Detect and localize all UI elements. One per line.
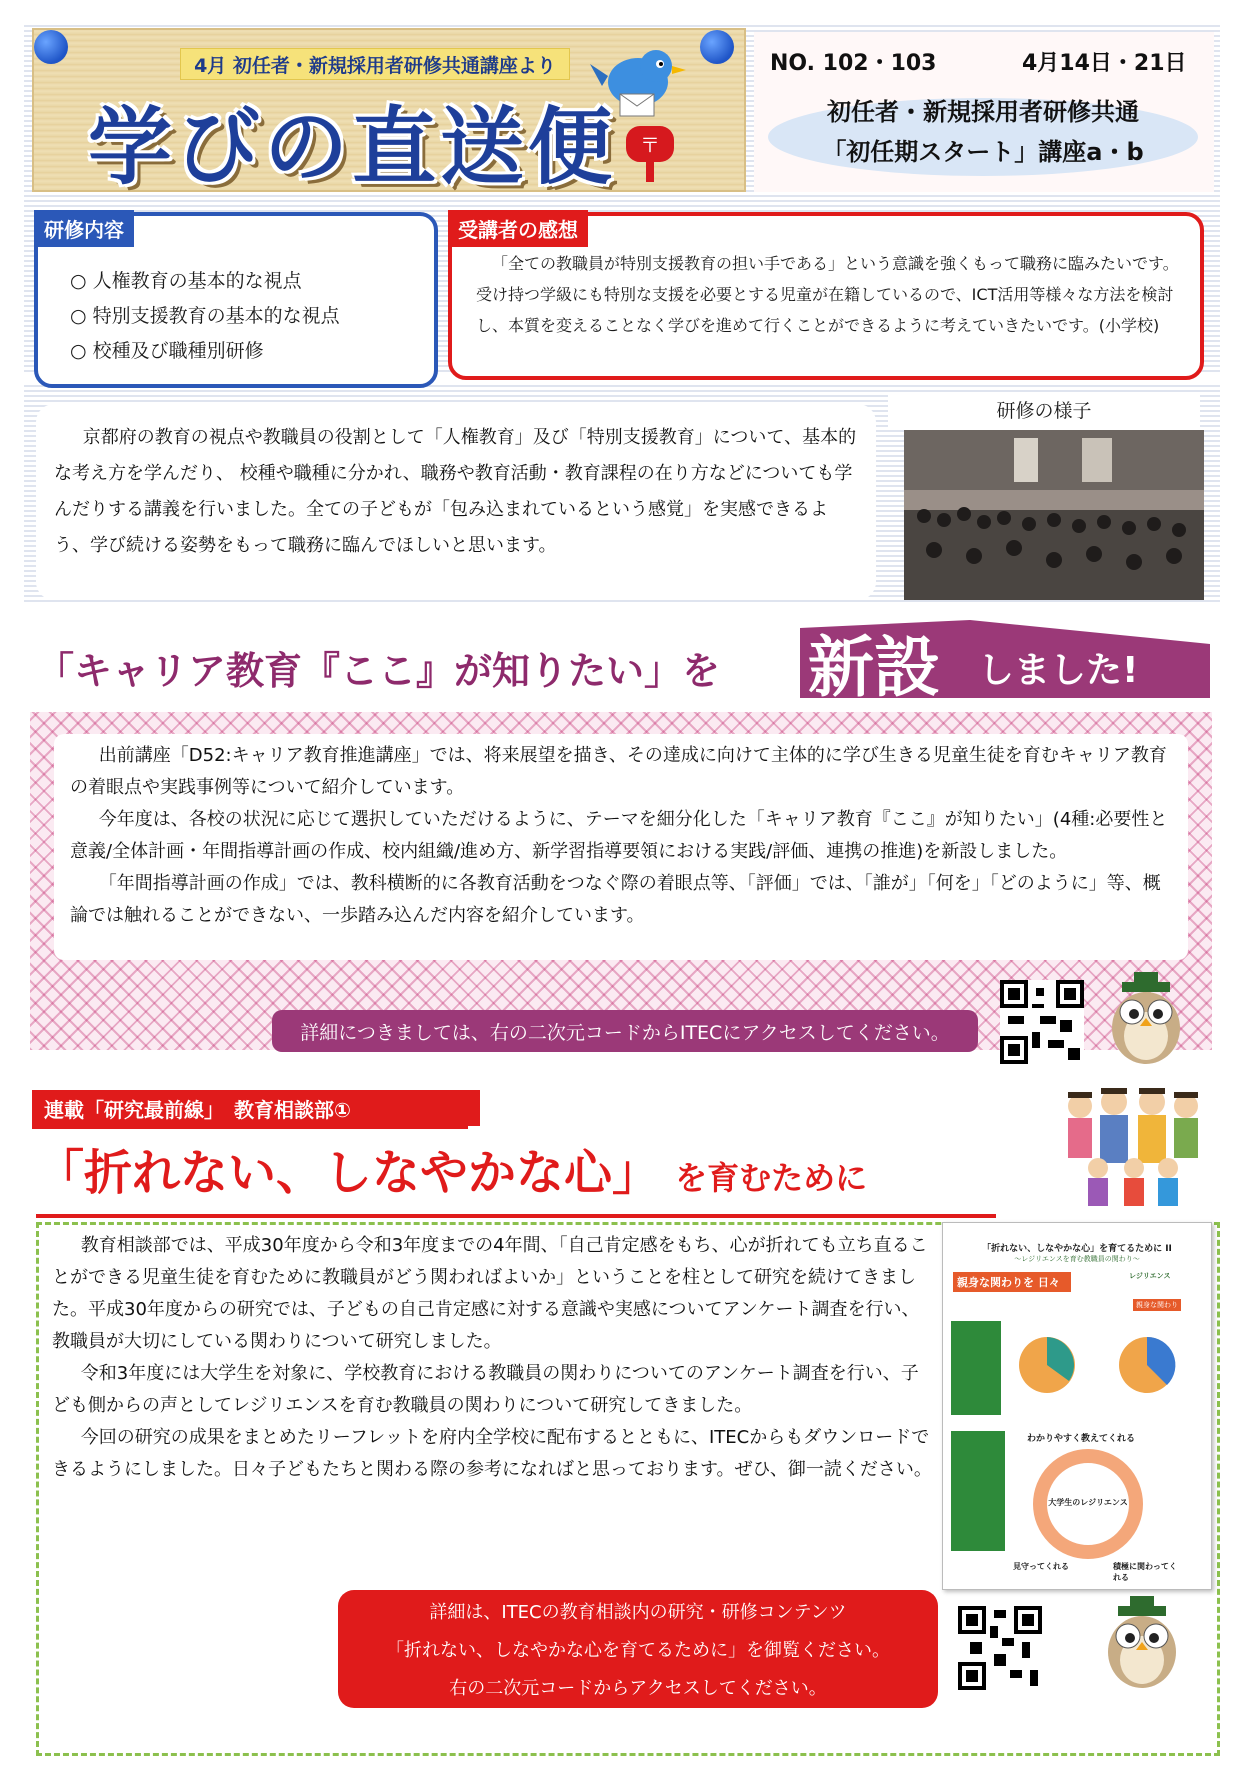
career-detail-note: 詳細につきましては、右の二次元コードからITECにアクセスしてください。 (272, 1010, 978, 1052)
leaflet-bubble: 見守ってくれる (1013, 1562, 1069, 1571)
career-paragraph: 今年度は、各校の状況に応じて選択していただけるように、テーマを細分化した「キャリア教育『ここ』が知りたい」(4種:必要性と意義/全体計画・年間指導計画の作成、校内組織/進め方、新学習指導要領における実践/評価、連携の推進)を新設しました。 (70, 809, 1168, 862)
svg-text:〒: 〒 (640, 133, 660, 157)
research-headline-a: 「折れない、しなやかな心」 (36, 1145, 661, 1201)
impressions-text: 「全ての教職員が特別支援教育の担い手である」という意識を強くもって職務に臨みたいです。受け持つ学級にも特別な支援を必要とする児童が在籍しているので、ICT活用等様々な方法を検討し、本質を変えることなく学びを進めて行くことができるように考えていきたいです。(小学校) (476, 254, 1179, 335)
career-text (70, 740, 1174, 932)
impressions-tab: 受講者の感想 (448, 210, 588, 247)
training-list (70, 264, 340, 369)
training-photo (904, 430, 1204, 600)
leaflet-side-bar (951, 1321, 1001, 1415)
pushpin-icon (34, 30, 68, 64)
owl-mascot-icon (1094, 968, 1198, 1068)
research-paragraph: 今回の研究の成果をまとめたリーフレットを府内全学校に配布するとともに、ITECからもダウンロードできるようにしました。日々子どもたちと関わる際の参考になればと思っております。ぜひ、御一読ください。 (52, 1427, 932, 1480)
series-label: 4月 初任者・新規採用者研修共通講座より (180, 48, 570, 80)
family-illustration (1058, 1082, 1208, 1210)
bluebird-icon (586, 42, 690, 122)
research-paragraph: 令和3年度には大学生を対象に、学校教育における教職員の関わりについてのアンケート調査を行い、子ども側からの声としてレジリエンスを育む教職員の関わりについて研究してきました。 (52, 1363, 919, 1416)
training-tab: 研修内容 (34, 210, 134, 247)
leaflet-badge: レジリエンス (1129, 1272, 1171, 1280)
course-title-line1: 初任者・新規採用者研修共通 (827, 98, 1139, 126)
detail-line: 「折れない、しなやかな心を育てるために」を御覧ください。 (386, 1640, 890, 1661)
training-item: ○ 人権教育の基本的な視点 (70, 270, 302, 292)
career-paragraph: 出前講座「D52:キャリア教育推進講座」では、将来展望を描き、その達成に向けて主体的に学び生きる児童生徒を育むキャリア教育の着眼点や実践事例等について紹介しています。 (70, 745, 1167, 798)
issue-dates: 4月14日・21日 (1022, 51, 1187, 76)
career-paragraph: 「年間指導計画の作成」では、教科横断的に各教育活動をつなぐ際の着眼点等、「評価」では、「誰が」「何を」「どのように」等、概論では触れることができない、一歩踏み込んだ内容を紹介しています。 (70, 873, 1161, 926)
leaflet-badge: 親身な関わり (1133, 1299, 1181, 1311)
research-headline (36, 1134, 996, 1216)
detail-line: 右の二次元コードからアクセスしてください。 (449, 1678, 827, 1699)
leaflet-bubble: わかりやすく教えてくれる (1027, 1434, 1136, 1444)
leaflet-heading: 親身な関わりを 日々 (953, 1272, 1071, 1292)
leaflet-thumbnail (942, 1222, 1212, 1590)
qr-code[interactable] (1000, 980, 1084, 1064)
owl-mascot-icon (1090, 1592, 1194, 1692)
issue-number: NO. 102・103 (770, 51, 937, 76)
research-headline-underline (36, 1214, 996, 1218)
leaflet-center-label: 大学生のレジリエンス (1048, 1498, 1128, 1507)
detail-line: 詳細は、ITECの教育相談内の研究・研修コンテンツ (429, 1602, 847, 1623)
career-headline-b: 新設 (808, 629, 940, 706)
research-detail-box (338, 1590, 938, 1708)
research-text (52, 1230, 932, 1486)
leaflet-title: 「折れない、しなやかな心」を育てるために II (982, 1244, 1172, 1254)
masthead-title: 学びの直送便 (88, 98, 617, 196)
training-item: ○ 特別支援教育の基本的な視点 (70, 305, 340, 327)
training-item: ○ 校種及び職種別研修 (70, 340, 264, 362)
leaflet-green-bar (951, 1431, 1005, 1551)
postbox-icon (620, 120, 680, 184)
course-title (768, 92, 1198, 172)
qr-code[interactable] (958, 1606, 1042, 1690)
summary-text: 京都府の教育の視点や教職員の役割として「人権教育」及び「特別支援教育」について、基本的な考え方を学んだり、 校種や職種に分かれ、職務や教育活動・教育課程の在り方などについても学んだりする講義を行いました。全ての子どもが「包み込まれているという感覚」を実感できるよう、学び続ける姿勢をもって職務に臨んでほしいと思います。 (54, 427, 857, 556)
career-headline-c: しました! (978, 650, 1139, 691)
research-series-tab: 連載「研究最前線」 教育相談部① (32, 1090, 480, 1126)
leaflet-subtitle: 〜レジリエンスを育む教職員の関わり〜 (1014, 1255, 1140, 1263)
photo-caption: 研修の様子 (888, 392, 1200, 427)
course-title-line2: 「初任期スタート」講座a・b (822, 138, 1144, 166)
research-paragraph: 教育相談部では、平成30年度から令和3年度までの4年間、「自己肯定感をもち、心が折れても立ち直ることができる児童生徒を育むために教職員がどう関わればよいか」ということを柱として研究を続けてきました。平成30年度からの研究では、子どもの自己肯定感に対する意識や実感についてアンケート調査を行い、教職員が大切にしている関わりについて研究しました。 (52, 1235, 928, 1352)
leaflet-bubble: 積極に関わってくれる (1113, 1562, 1177, 1582)
pushpin-icon (700, 30, 734, 64)
research-headline-b: を育むために (675, 1159, 868, 1197)
leaflet-pie-charts (1007, 1325, 1197, 1405)
research-tab-line (32, 1126, 468, 1129)
career-headline-a: 「キャリア教育『ここ』が知りたい」を (36, 649, 721, 693)
